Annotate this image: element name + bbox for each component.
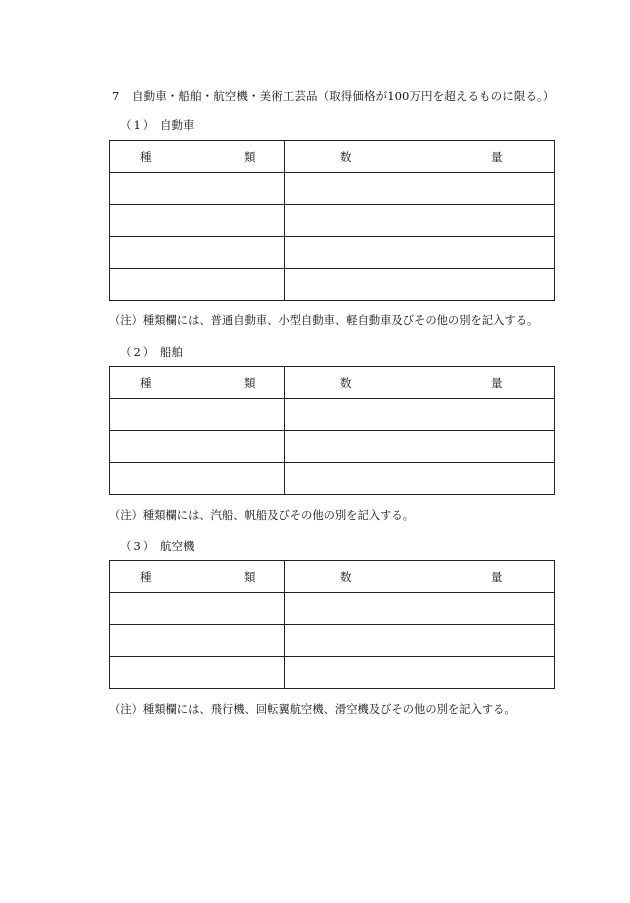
type-cell[interactable] [110, 237, 285, 269]
header-quantity [285, 141, 555, 173]
note-automobile: （注）種類欄には、普通自動車、小型自動車、軽自動車及びその他の別を記入する。 [109, 314, 539, 327]
quantity-cell[interactable] [285, 399, 555, 431]
table-row [110, 173, 555, 205]
table-row [110, 625, 555, 657]
header-quantity-char-1: 数 [340, 376, 352, 390]
header-quantity [285, 561, 555, 593]
note-aircraft: （注）種類欄には、飛行機、回転翼航空機、滑空機及びその他の別を記入する。 [109, 703, 516, 716]
subsection-title-automobile [120, 117, 195, 133]
type-cell[interactable] [110, 431, 285, 463]
header-quantity-char-2: 量 [491, 570, 503, 584]
section-heading [112, 88, 555, 104]
type-cell[interactable] [110, 463, 285, 495]
subsection-label: 自動車 [160, 118, 195, 132]
automobile-table [109, 140, 555, 301]
header-quantity-char-1: 数 [340, 150, 352, 164]
quantity-cell[interactable] [285, 269, 555, 301]
header-type-char-2: 類 [244, 570, 256, 584]
header-quantity-char-2: 量 [491, 150, 503, 164]
header-quantity [285, 367, 555, 399]
subsection-number: （3） [120, 539, 157, 553]
header-quantity-char-2: 量 [491, 376, 503, 390]
quantity-cell[interactable] [285, 593, 555, 625]
table-row [110, 237, 555, 269]
header-type-char-2: 類 [244, 376, 256, 390]
type-cell[interactable] [110, 173, 285, 205]
header-type-char-1: 種 [140, 570, 152, 584]
quantity-cell[interactable] [285, 463, 555, 495]
header-type-char-1: 種 [140, 376, 152, 390]
type-cell[interactable] [110, 269, 285, 301]
header-quantity-char-1: 数 [340, 570, 352, 584]
header-type [110, 141, 285, 173]
quantity-cell[interactable] [285, 431, 555, 463]
type-cell[interactable] [110, 593, 285, 625]
type-cell[interactable] [110, 657, 285, 689]
table-header-row [110, 141, 555, 173]
subsection-number: （1） [120, 118, 157, 132]
heading-text: 自動車・船舶・航空機・美術工芸品（取得価格が100万円を超えるものに限る。） [132, 89, 555, 103]
quantity-cell[interactable] [285, 237, 555, 269]
table-row [110, 399, 555, 431]
subsection-label: 船舶 [160, 345, 183, 359]
table-header-row [110, 367, 555, 399]
header-type [110, 561, 285, 593]
quantity-cell[interactable] [285, 205, 555, 237]
header-type-char-1: 種 [140, 150, 152, 164]
table-row [110, 657, 555, 689]
subsection-label: 航空機 [160, 539, 195, 553]
type-cell[interactable] [110, 625, 285, 657]
subsection-title-ship [120, 344, 183, 360]
quantity-cell[interactable] [285, 625, 555, 657]
quantity-cell[interactable] [285, 173, 555, 205]
heading-number: 7 [112, 89, 120, 103]
ship-table [109, 366, 555, 495]
type-cell[interactable] [110, 399, 285, 431]
quantity-cell[interactable] [285, 657, 555, 689]
header-type [110, 367, 285, 399]
table-header-row [110, 561, 555, 593]
table-row [110, 205, 555, 237]
header-type-char-2: 類 [244, 150, 256, 164]
subsection-number: （2） [120, 345, 157, 359]
type-cell[interactable] [110, 205, 285, 237]
aircraft-table [109, 560, 555, 689]
table-row [110, 269, 555, 301]
note-ship: （注）種類欄には、汽船、帆船及びその他の別を記入する。 [109, 509, 415, 522]
subsection-title-aircraft [120, 538, 195, 554]
table-row [110, 463, 555, 495]
table-row [110, 431, 555, 463]
table-row [110, 593, 555, 625]
